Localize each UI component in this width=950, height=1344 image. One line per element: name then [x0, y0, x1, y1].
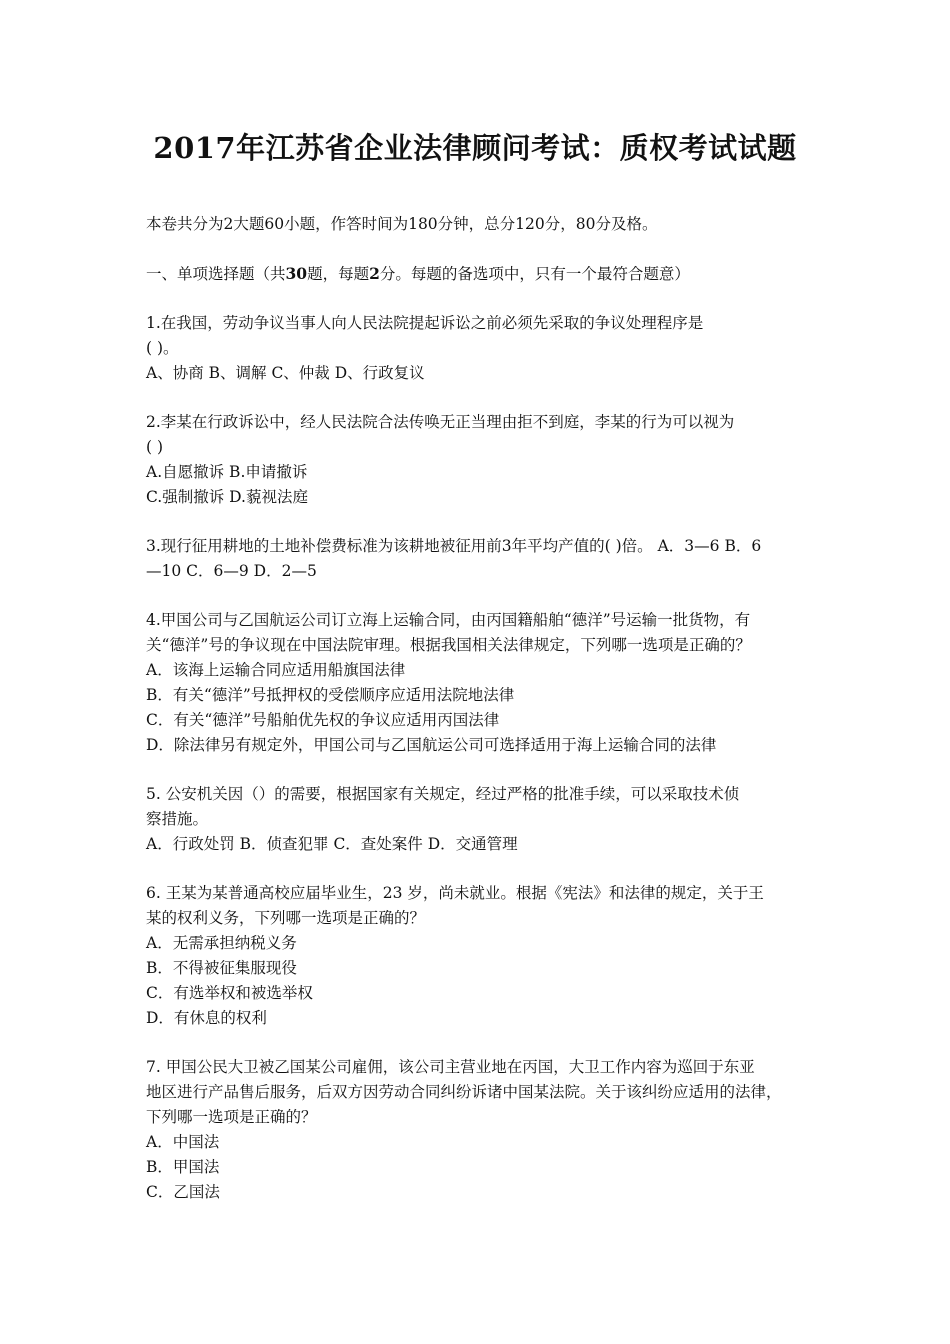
document-body [146, 212, 810, 1205]
question-1 [146, 311, 810, 386]
answer-options: C.强制撤诉 D.藐视法庭 [146, 488, 308, 506]
question-text: 某的权利义务，下列哪一选项是正确的？ [146, 909, 426, 927]
question-text: 地区进行产品售后服务，后双方因劳动合同纠纷诉诸中国某法院。关于该纠纷应适用的法律， [146, 1083, 782, 1101]
answer-option-c: C．有选举权和被选举权 [146, 984, 313, 1002]
answer-options: A．行政处罚 B．侦查犯罪 C．查处案件 D．交通管理 [146, 835, 518, 853]
answer-option-c: C．乙国法 [146, 1183, 220, 1201]
points-per-question: 2 [369, 264, 380, 283]
question-text: 7. 甲国公民大卫被乙国某公司雇佣，该公司主营业地在丙国，大卫工作内容为巡回于东亚 [146, 1058, 755, 1076]
answer-option-d: D．有休息的权利 [146, 1009, 267, 1027]
answer-option-c: C．有关“德洋”号船舶优先权的争议应适用丙国法律 [146, 711, 500, 729]
question-count: 30 [285, 264, 308, 283]
question-text: 5. 公安机关因（）的需要，根据国家有关规定，经过严格的批准手续，可以采取技术侦 [146, 785, 740, 803]
answer-options: A、协商 B、调解 C、仲裁 D、行政复议 [146, 364, 425, 382]
spacer [146, 1031, 810, 1055]
spacer [146, 386, 810, 410]
spacer [146, 510, 810, 534]
spacer [146, 584, 810, 608]
answer-option-a: A．该海上运输合同应适用船旗国法律 [146, 661, 406, 679]
question-text: 2.李某在行政诉讼中，经人民法院合法传唤无正当理由拒不到庭，李某的行为可以视为 [146, 413, 735, 431]
question-text: 1.在我国，劳动争议当事人向人民法院提起诉讼之前必须先采取的争议处理程序是 [146, 314, 704, 332]
question-text: ( )。 [146, 339, 179, 357]
spacer [146, 237, 810, 261]
answer-option-b: B．甲国法 [146, 1158, 220, 1176]
question-text: 关“德洋”号的争议现在中国法院审理。根据我国相关法律规定，下列哪一选项是正确的？ [146, 636, 751, 654]
answer-option-d: D．除法律另有规定外，甲国公司与乙国航运公司可选择适用于海上运输合同的法律 [146, 736, 717, 754]
question-5 [146, 782, 810, 857]
question-6 [146, 881, 810, 1031]
question-7 [146, 1055, 810, 1205]
answer-option-b: B．有关“德洋”号抵押权的受偿顺序应适用法院地法律 [146, 686, 515, 704]
spacer [146, 287, 810, 311]
spacer [146, 857, 810, 881]
question-text: 察措施。 [146, 810, 209, 828]
question-text: 6. 王某为某普通高校应届毕业生，23 岁，尚未就业。根据《宪法》和法律的规定，关于王 [146, 884, 764, 902]
exam-intro: 本卷共分为2大题60小题，作答时间为180分钟，总分120分，80分及格。 [146, 215, 658, 233]
answer-option-b: B．不得被征集服现役 [146, 959, 297, 977]
question-text: ( ) [146, 438, 164, 456]
question-2 [146, 410, 810, 510]
section-heading: 一、单项选择题（共30题，每题2分。每题的备选项中，只有一个最符合题意） [146, 264, 690, 283]
question-3 [146, 534, 810, 584]
answer-options: A.自愿撤诉 B.申请撤诉 [146, 463, 308, 481]
answer-options: —10 C．6—9 D．2—5 [146, 562, 317, 580]
question-text: 3.现行征用耕地的土地补偿费标准为该耕地被征用前3年平均产值的( )倍。 A．3—6 B．6 [146, 537, 762, 555]
answer-option-a: A．无需承担纳税义务 [146, 934, 297, 952]
question-text: 下列哪一选项是正确的？ [146, 1108, 317, 1126]
document-title: 2017年江苏省企业法律顾问考试：质权考试试题 [153, 131, 797, 165]
question-4 [146, 608, 810, 758]
answer-option-a: A．中国法 [146, 1133, 220, 1151]
spacer [146, 758, 810, 782]
question-text: 4.甲国公司与乙国航运公司订立海上运输合同，由丙国籍船舶“德洋”号运输一批货物，有 [146, 611, 751, 629]
